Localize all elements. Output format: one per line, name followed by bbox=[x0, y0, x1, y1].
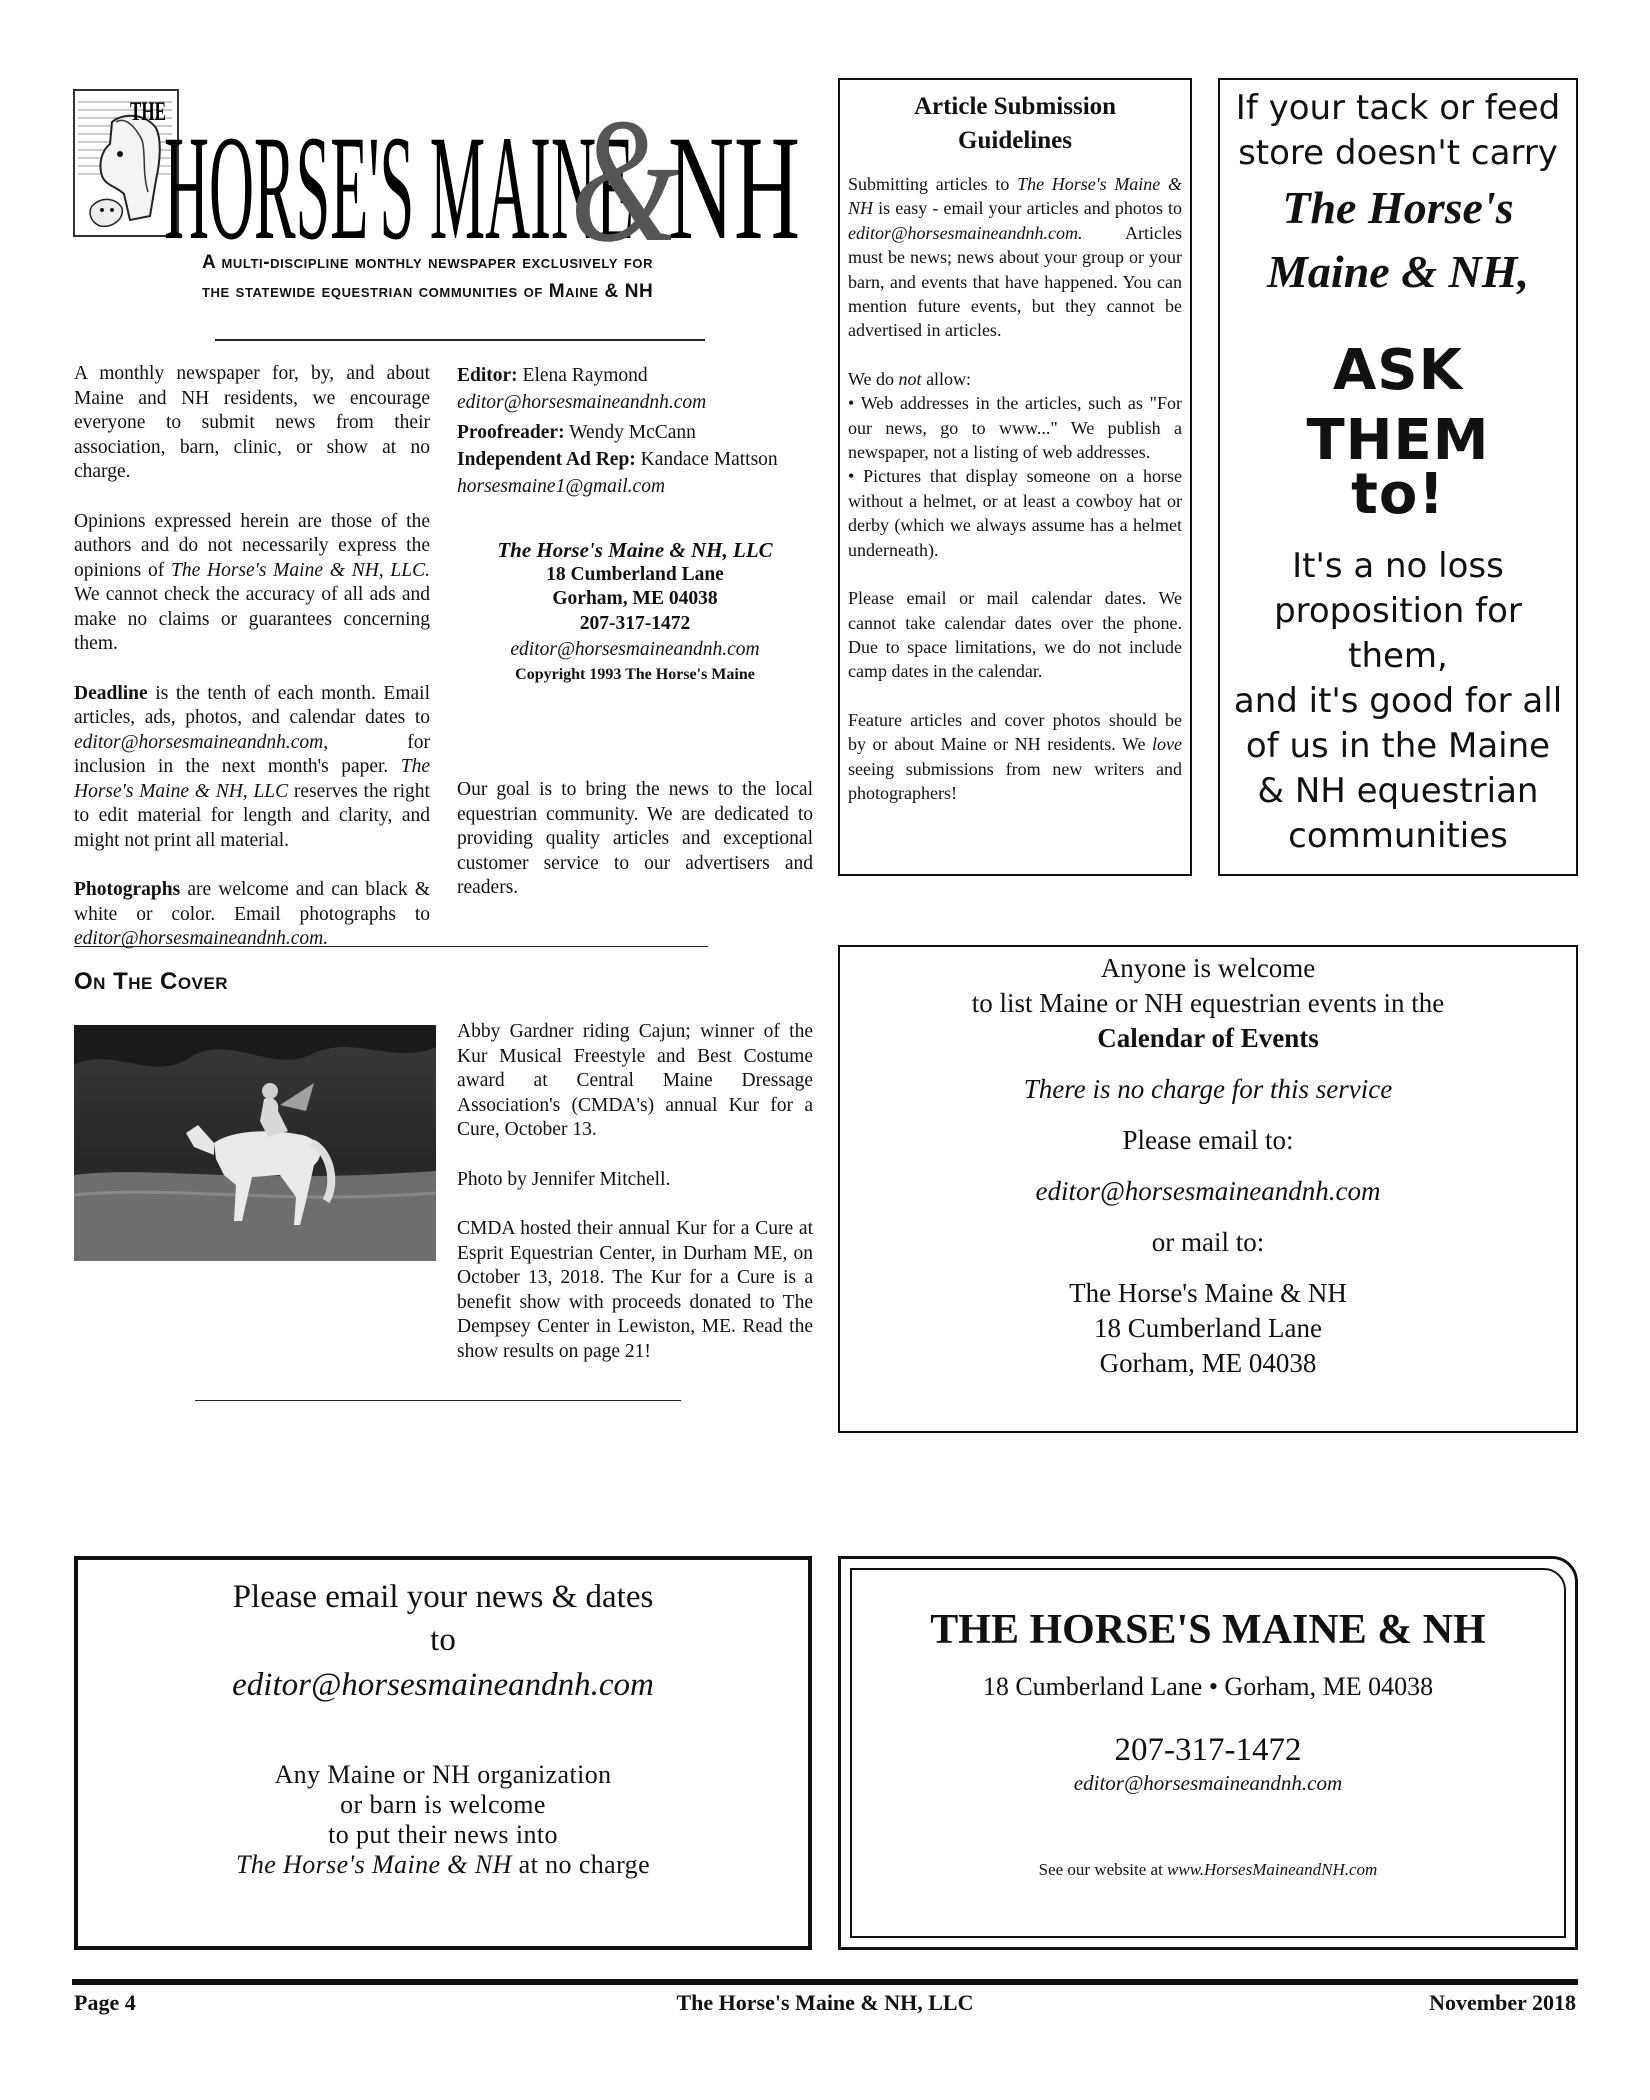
contact-ad-address: 18 Cumberland Lane • Gorham, ME 04038 bbox=[982, 1672, 1434, 1701]
editor-line: Editor: Elena Raymond bbox=[457, 365, 648, 386]
footer-page-number: Page 4 bbox=[74, 1990, 136, 2015]
masthead-ampersand: & bbox=[570, 81, 680, 250]
cover-heading: On The Cover bbox=[74, 968, 229, 995]
guidelines-feature: Feature articles and cover photos should be by or about Maine or NH residents. We love seeing submissions from new writers and photographers! bbox=[848, 709, 1182, 803]
mission-statement: Our goal is to bring the news to the local equestrian community. We are dedicated to providing quality articles and exceptional customer service to our advertisers and readers. bbox=[457, 779, 813, 898]
page-footer bbox=[72, 1990, 1578, 2020]
news-ad-email[interactable]: editor@horsesmaineandnh.com bbox=[232, 1667, 654, 1703]
guidelines-title: Article Submission Guidelines bbox=[913, 93, 1117, 154]
about-photographs: Photographs are welcome and can black & white or color. Email photographs to editor@horsesmaineandnh.com. bbox=[74, 879, 430, 949]
cover-photo bbox=[74, 1025, 436, 1261]
about-intro: A monthly newspaper for, by, and about Maine and NH residents, we encourage everyone to submit news from their association, barn, clinic, or show at no charge. bbox=[74, 363, 430, 482]
to-headline: to! bbox=[1351, 462, 1445, 527]
news-ad-line-2: to bbox=[430, 1622, 456, 1658]
guidelines-not-allowed: We do not allow: • Web addresses in the articles, such as "For our news, go to www..." We publish a newspaper, not a listing of web addresses. • Pictures that display someone on a horse without a helmet, or at least a cowboy hat or derby (which we always assume has a helmet underneath). bbox=[848, 368, 1182, 560]
news-ad-body: Any Maine or NH organization or barn is welcome to put their news into The Horse's Maine & NH at no charge bbox=[235, 1760, 651, 1879]
copyright-notice: Copyright 1993 The Horse's Maine bbox=[515, 665, 755, 683]
company-phone: 207-317-1472 bbox=[579, 612, 691, 634]
footer-publisher: The Horse's Maine & NH, LLC bbox=[676, 1990, 974, 2015]
calendar-line-2: to list Maine or NH equestrian events in the bbox=[971, 988, 1445, 1018]
ask-pub-line-2: Maine & NH, bbox=[1267, 246, 1529, 297]
about-deadline: Deadline is the tenth of each month. Email articles, ads, photos, and calendar dates to editor@horsesmaineandnh.com, for inclusion in the next month's paper. The Horse's Maine & NH, LLC reserves the right to edit material for length and clarity, and might not print all material. bbox=[74, 682, 430, 851]
ad-rep-line: Independent Ad Rep: Kandace Mattson bbox=[457, 449, 778, 470]
calendar-line-3: Calendar of Events bbox=[1097, 1023, 1319, 1053]
masthead-tagline bbox=[202, 248, 802, 306]
guidelines-calendar: Please email or mail calendar dates. We cannot take calendar dates over the phone. Due to space limitations, we do not include camp dates in the calendar. bbox=[848, 588, 1182, 682]
masthead-divider bbox=[215, 339, 705, 341]
calendar-address-3: Gorham, ME 04038 bbox=[1099, 1348, 1317, 1378]
contact-ad-phone: 207-317-1472 bbox=[1114, 1732, 1302, 1768]
ask-line-1: If your tack or feed bbox=[1235, 88, 1561, 128]
contact-ad-website: See our website at www.HorsesMaineandNH.com bbox=[1038, 1860, 1378, 1879]
cover-event-description: CMDA hosted their annual Kur for a Cure at Esprit Equestrian Center, in Durham ME, on October 13, 2018. The Kur for a Cure is a benefit show with proceeds donated to The Dempsey Center in Lewiston, ME. Read the show results on page 21! bbox=[457, 1218, 813, 1362]
staff-column bbox=[457, 362, 813, 901]
guideline-bullet-web: • Web addresses in the articles, such as "For our news, go to www..." We publish a newspaper, not a listing of web addresses. bbox=[848, 393, 1182, 463]
masthead-horses-maine: HORSE'S MAINE bbox=[164, 105, 634, 250]
article-submission-guidelines bbox=[838, 78, 1192, 876]
cover-photo-credit: Photo by Jennifer Mitchell. bbox=[457, 1168, 671, 1190]
tagline-line-2: the statewide equestrian communities of Maine & NH bbox=[202, 281, 654, 302]
news-ad-line-1: Please email your news & dates bbox=[232, 1579, 654, 1615]
editor-email: editor@horsesmaineandnh.com bbox=[457, 392, 707, 413]
footer-date: November 2018 bbox=[1429, 1990, 1576, 2015]
website-link[interactable]: www.HorsesMaineandNH.com bbox=[1167, 1860, 1378, 1879]
cover-story bbox=[457, 1020, 813, 1389]
guideline-bullet-helmet: • Pictures that display someone on a horse without a helmet, or at least a cowboy hat or derby (which we always assume has a helmet underneath). bbox=[848, 466, 1182, 560]
company-city: Gorham, ME 04038 bbox=[552, 588, 718, 609]
calendar-please-email: Please email to: bbox=[1122, 1125, 1294, 1155]
calendar-no-charge: There is no charge for this service bbox=[1023, 1074, 1393, 1104]
ask-headline: ASK bbox=[1332, 338, 1464, 403]
ask-them-ad bbox=[1218, 78, 1578, 876]
ask-pub-line-1: The Horse's bbox=[1282, 182, 1514, 233]
calendar-of-events-notice bbox=[838, 945, 1578, 1433]
company-name: The Horse's Maine & NH, LLC bbox=[497, 538, 773, 562]
company-block bbox=[457, 538, 813, 687]
contact-ad bbox=[850, 1568, 1566, 1938]
masthead-nh: NH bbox=[668, 105, 800, 250]
calendar-line-1: Anyone is welcome bbox=[1100, 953, 1316, 983]
tagline-line-1: A multi-discipline monthly newspaper exclusively for bbox=[202, 252, 654, 273]
calendar-address-1: The Horse's Maine & NH bbox=[1069, 1278, 1347, 1308]
about-opinions: Opinions expressed herein are those of the authors and do not necessarily express the opinions of The Horse's Maine & NH, LLC. We cannot check the accuracy of all ads and make no claims or guarantees concerning them. bbox=[74, 510, 431, 654]
masthead bbox=[72, 80, 812, 310]
company-street: 18 Cumberland Lane bbox=[546, 563, 724, 585]
cover-divider-bottom bbox=[195, 1400, 681, 1401]
ask-body: It's a no loss proposition for them, and it's good for all of us in the Maine & NH equestrian communities bbox=[1233, 546, 1563, 856]
cover-caption: Abby Gardner riding Cajun; winner of the Kur Musical Freestyle and Best Costume award at Central Maine Dressage Association's (CMDA's) annual Kur for a Cure, October 13. bbox=[457, 1021, 813, 1140]
calendar-address-2: 18 Cumberland Lane bbox=[1094, 1313, 1322, 1343]
about-column bbox=[74, 362, 430, 977]
calendar-or-mail: or mail to: bbox=[1151, 1227, 1265, 1257]
guidelines-intro: Submitting articles to The Horse's Maine & NH is easy - email your articles and photos to editor@horsesmaineandnh.com. Articles must be news; news about your group or your barn, and events that have happened. You can mention future events, but they cannot be advertised in articles. bbox=[848, 174, 1182, 341]
ask-line-2: store doesn't carry bbox=[1238, 133, 1558, 173]
email-news-ad bbox=[74, 1556, 812, 1950]
footer-rule bbox=[72, 1979, 1578, 1985]
calendar-email[interactable]: editor@horsesmaineandnh.com bbox=[1035, 1176, 1381, 1206]
masthead-title bbox=[72, 80, 812, 250]
proofreader-line: Proofreader: Wendy McCann bbox=[457, 422, 696, 443]
cover-divider-top bbox=[74, 946, 708, 947]
them-headline: THEM bbox=[1306, 408, 1490, 473]
contact-ad-title: THE HORSE'S MAINE & NH bbox=[930, 1607, 1486, 1653]
company-email: editor@horsesmaineandnh.com bbox=[510, 639, 760, 660]
ad-rep-email: horsesmaine1@gmail.com bbox=[457, 476, 666, 497]
contact-ad-email[interactable]: editor@horsesmaineandnh.com bbox=[1073, 1771, 1343, 1795]
masthead-the: THE bbox=[130, 97, 166, 126]
guidelines-body bbox=[848, 172, 1182, 805]
